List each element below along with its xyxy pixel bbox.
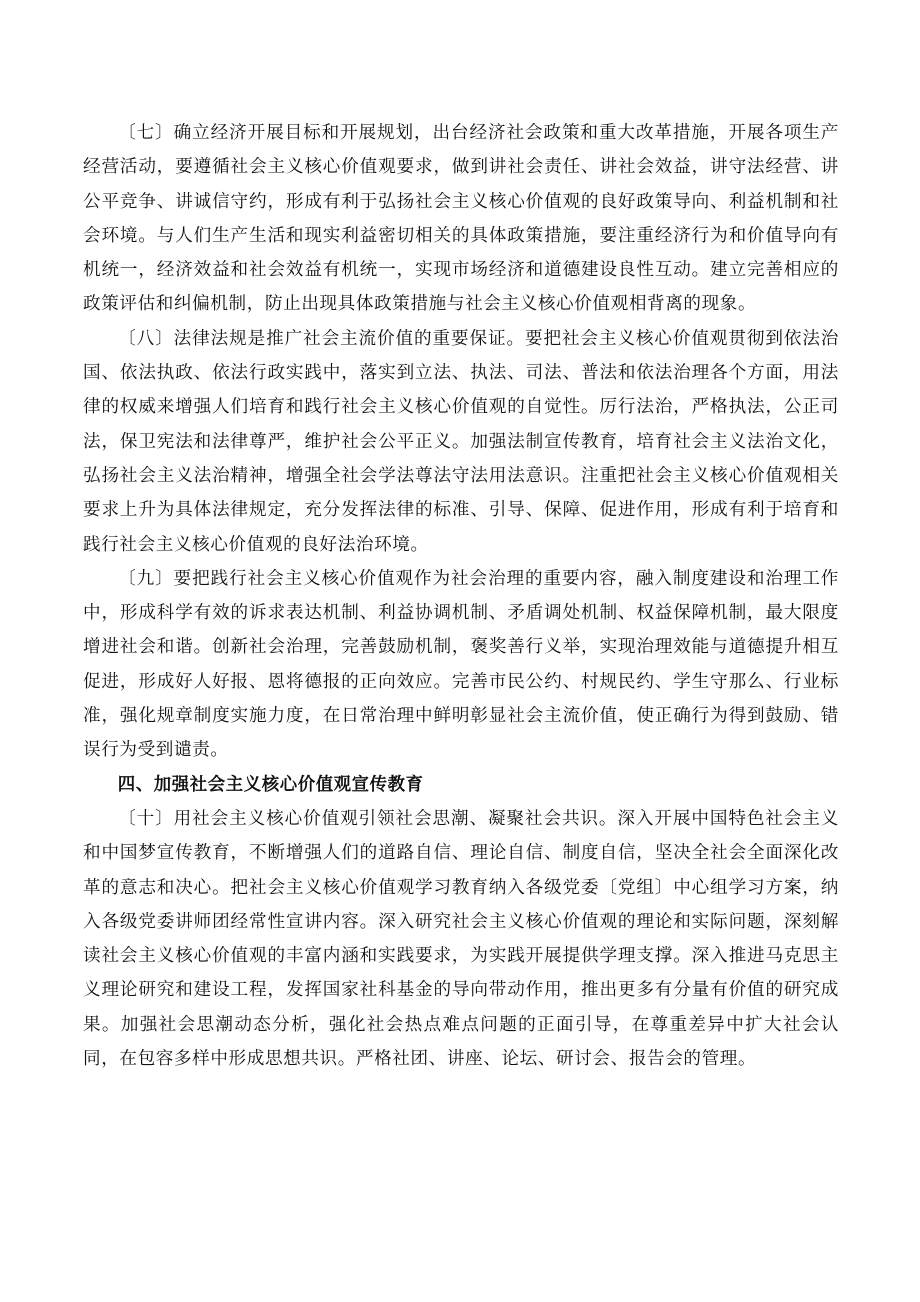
document-page — [83, 116, 839, 1076]
paragraph-eight: 〔八〕法律法规是推广社会主流价值的重要保证。要把社会主义核心价值观贯彻到依法治国、依法执政、依法行政实践中，落实到立法、执法、司法、普法和依法治理各个方面，用法律的权威来增强人们培育和践行社会主义核心价值观的自觉性。厉行法治，严格执法，公正司法，保卫宪法和法律尊严，维护社会公平正义。加强法制宣传教育，培育社会主义法治文化，弘扬社会主义法治精神，增强全社会学法尊法守法用法意识。注重把社会主义核心价值观相关要求上升为具体法律规定，充分发挥法律的标准、引导、保障、促进作用，形成有利于培育和践行社会主义核心价值观的良好法治环境。 — [83, 328, 839, 555]
section-heading: 四、加强社会主义核心价值观宣传教育 — [117, 774, 424, 795]
paragraph-ten: 〔十〕用社会主义核心价值观引领社会思潮、凝聚社会共识。深入开展中国特色社会主义和中国梦宣传教育，不断增强人们的道路自信、理论自信、制度自信，坚决全社会全面深化改革的意志和决心。把社会主义核心价值观学习教育纳入各级党委〔党组〕中心组学习方案，纳入各级党委讲师团经常性宣讲内容。深入研究社会主义核心价值观的理论和实际问题，深刻解读社会主义核心价值观的丰富内涵和实践要求，为实践开展提供学理支撑。深入推进马克思主义理论研究和建设工程，发挥国家社科基金的导向带动作用，推出更多有分量有价值的研究成果。加强社会思潮动态分析，强化社会热点难点问题的正面引导，在尊重差异中扩大社会认同，在包容多样中形成思想共识。严格社团、讲座、论坛、研讨会、报告会的管理。 — [83, 808, 839, 1070]
paragraph-seven: 〔七〕确立经济开展目标和开展规划，出台经济社会政策和重大改革措施，开展各项生产经营活动，要遵循社会主义核心价值观要求，做到讲社会责任、讲社会效益，讲守法经营、讲公平竞争、讲诚信守约，形成有利于弘扬社会主义核心价值观的良好政策导向、利益机制和社会环境。与人们生产生活和现实利益密切相关的具体政策措施，要注重经济行为和价值导向有机统一，经济效益和社会效益有机统一，实现市场经济和道德建设良性互动。建立完善相应的政策评估和纠偏机制，防止出现具体政策措施与社会主义核心价值观相背离的现象。 — [83, 123, 839, 315]
paragraph-nine: 〔九〕要把践行社会主义核心价值观作为社会治理的重要内容，融入制度建设和治理工作中，形成科学有效的诉求表达机制、利益协调机制、矛盾调处机制、权益保障机制，最大限度增进社会和谐。创新社会治理，完善鼓励机制，褒奖善行义举，实现治理效能与道德提升相互促进，形成好人好报、恩将德报的正向效应。完善市民公约、村规民约、学生守那么、行业标准，强化规章制度实施力度，在日常治理中鲜明彰显社会主流价值，使正确行为得到鼓励、错误行为受到谴责。 — [83, 568, 839, 761]
